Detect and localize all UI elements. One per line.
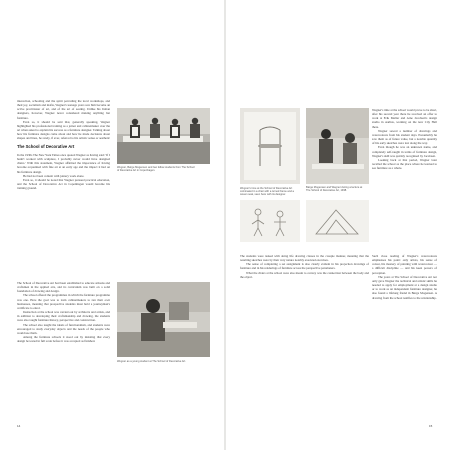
paragraph: interaction, schooling and the spirit pervading the local workshops, and their joy, socialism and mafia, Wegner's teenage years saw him become an active practitioner of art, and of the art of seating. Unlike his Italian designers, however, Wegner never considered making anything but furniture.: [17, 99, 110, 120]
paragraph: The school offered the programmes in which the furniture programme was one. Here the goal was to train cabinetmakers to run their own businesses, meaning that prospective students must hold a journeyman's certificate to enrol.: [17, 293, 110, 310]
photo-students-at-table: [117, 108, 210, 164]
paragraph: The students were tasked with doing life drawing classes in the crouple manner, meaning that the resulting sketches were by their very nature notably executed exercises.: [240, 254, 369, 263]
photo-caption: Wegner as a young student at The School of Decorative Art.: [117, 360, 186, 363]
paragraph: Even so, it should be noted that Wegner pursued practical education, and the School of Decorative Art in Copenhagen would become his training ground.: [17, 177, 110, 191]
paragraph: Wegner sewed a number of drawings and watercolours from his student days. Presumably he saw them as of future value, but a notable quantity of his early sketches were lost along the way.: [372, 128, 437, 146]
photo-caption: Wegner, Børge Mogensen and two fellow students from The School of Decorative Art in Copenhagen.: [117, 166, 195, 173]
paragraph: In the 1930s The New York Times once quoted Wegner as having said: 'If I hadn't worked with sculpture, I probably never would have designed chairs.' With this statement, Wegner affirmed the importance of having become acquainted with fine art at an early age and the impact it had on his furniture design.: [17, 153, 110, 174]
photo-lecture: [306, 108, 369, 184]
page-gutter: [224, 0, 226, 450]
photo-chair-drawing: [240, 108, 300, 184]
page-number: 14: [17, 424, 21, 428]
photo-sketch-perspective: [306, 200, 369, 242]
paragraph: The years at The School of Decorative Art not only gave Wegner the technical and artistic skills he needed to apply for employment at a design studio or to work as an independent furniture designer, he also found a lifelong friend in Børge Mogensen. A drawing from the school testifies to the relationship.: [372, 274, 437, 300]
right-column-bottom-2: [372, 254, 437, 357]
paragraph: Looking back at that period, Wegner later recalled the school as the place where he learned to see furniture as a whole.: [372, 157, 437, 171]
paragraph: Among the furniture schools it stood out by insisting that every design be tested in full scale before it was accepted as finished.: [17, 335, 110, 344]
paragraph: What the chairs at the school were also meant to convey was the connection between the body and the object.: [240, 270, 369, 279]
paragraph: Such close reading of Wegner's watercolours emphasises his point: only artists, his sense of colour, his mastery of painting with watercolour — a difficult discipline — and his keen powers of perception.: [372, 254, 437, 275]
paragraph: The School of Decorative Art had been established to educate artisans and craftsmen in the applied arts, and its curriculum was built on a solid foundation of drawing and design.: [17, 281, 110, 294]
paragraph: He had not been content with joinery work alone.: [23, 173, 85, 178]
left-column-1-body: [17, 153, 110, 278]
paragraph: Even though he was an unknown name, and completely self-taught in terms of furniture design, Wegner's skill was quickly recognised by Jacobsen.: [372, 145, 437, 158]
paragraph: The school also taught the ideals of functionalism, and students were encouraged to study everyday objects and the needs of the people who would use them.: [17, 322, 110, 335]
photo-sketch-figure: [240, 200, 300, 242]
photo-young-student: [117, 282, 210, 357]
left-column-1: [17, 99, 110, 140]
section-heading: The School of Decorative Art: [17, 144, 75, 149]
photo-caption: Børge Mogensen and Wegner during a lecture at The School of Decorative Art, 1938.: [306, 186, 363, 193]
paragraph: Instruction at the school was carried out by architects and artists, and in addition to developing their craftsmanship and drawing, the students were also taught furniture history, perspective and construction.: [17, 310, 110, 323]
right-column-bottom-1: [240, 254, 369, 357]
paragraph: Even so, it should be said that, generally speaking, Wegner highlighted his professional training as a joiner and cabinetmaker over the art when asked to explain his success as a furniture designer. Talking about how his furniture designs came about and how he made decisions about shapes and lines, he rarely, if ever, referred to his artistic sense or aesthetic: [17, 119, 110, 140]
page-number: 15: [429, 424, 433, 428]
left-column-bottom: [17, 281, 110, 357]
photo-caption: Wegner's time at the School of Decorative Art culminated in a chair with a turned frame and a woven seat, seen here with its designer.: [240, 187, 294, 197]
right-column-top: [372, 108, 437, 223]
paragraph: Wegner's time at the school would prove to be short, after his second year there he received an offer to work at Erik Møller and Arne Jacobsen's design studio in Aarhus, working on the new City Hall there.: [372, 108, 437, 129]
paragraph: The sense of completing a set assignment is also clearly evident in his projection drawings of furniture and in his renderings of furniture across the perspective parameters.: [240, 262, 369, 271]
